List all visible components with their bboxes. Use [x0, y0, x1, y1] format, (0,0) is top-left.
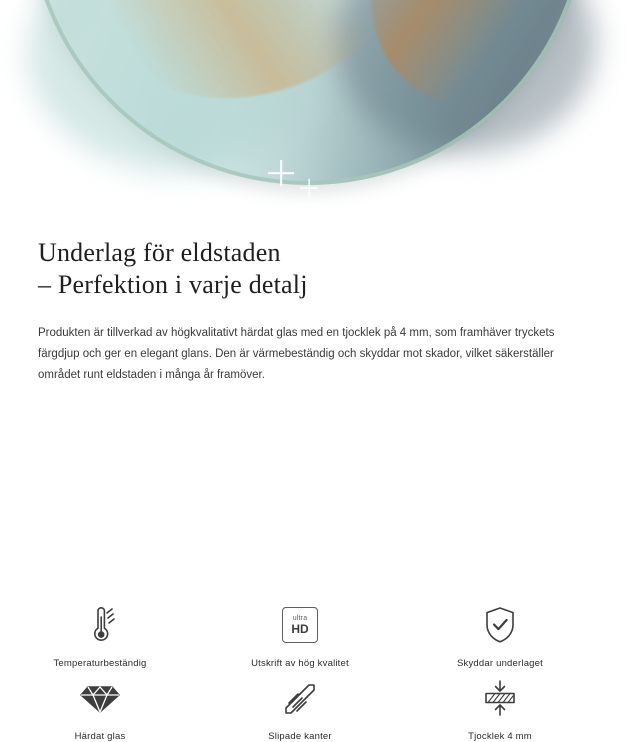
feature-row-1 [0, 596, 600, 669]
feature-item-thickness [400, 669, 600, 742]
feature-label: Tjocklek 4 mm [468, 731, 532, 742]
feature-grid [0, 596, 600, 742]
feature-label: Temperaturbeständig [53, 658, 147, 669]
feature-item-tempered-glass [0, 669, 200, 742]
ultra-hd-bottom-text: HD [291, 622, 309, 636]
page-title [0, 205, 600, 301]
shield-check-icon [400, 602, 600, 648]
feature-label: Utskrift av hög kvalitet [251, 658, 349, 669]
feature-item-protection [400, 596, 600, 669]
feature-item-print-quality [200, 596, 400, 669]
text-block [0, 205, 600, 386]
ultra-hd-top-text: ultra [292, 615, 308, 622]
hero-product-image [0, 0, 600, 205]
thickness-icon [400, 675, 600, 721]
diamond-icon [0, 675, 200, 721]
feature-item-polished-edges [200, 669, 400, 742]
feature-label: Härdat glas [74, 731, 126, 742]
feature-label: Skyddar underlaget [457, 658, 543, 669]
glass-disc [28, 0, 588, 185]
feature-label: Slipade kanter [268, 731, 332, 742]
headline-line-1: Underlag för eldstaden [38, 238, 281, 267]
description-paragraph: Produkten är tillverkad av högkvalitativt härdat glas med en tjocklek på 4 mm, som framhäver tryckets färgdjup och ger en elegant glans. Den är värmebeständig och skyddar mot skador, vilket säkerställer området runt eldstaden i många år framöver. [38, 327, 555, 381]
polished-edges-icon [200, 675, 400, 721]
headline-line-2: – Perfektion i varje detalj [38, 270, 308, 299]
thermometer-icon [0, 602, 200, 648]
feature-row-2 [0, 669, 600, 742]
feature-item-temperature [0, 596, 200, 669]
ultra-hd-icon [200, 602, 400, 648]
